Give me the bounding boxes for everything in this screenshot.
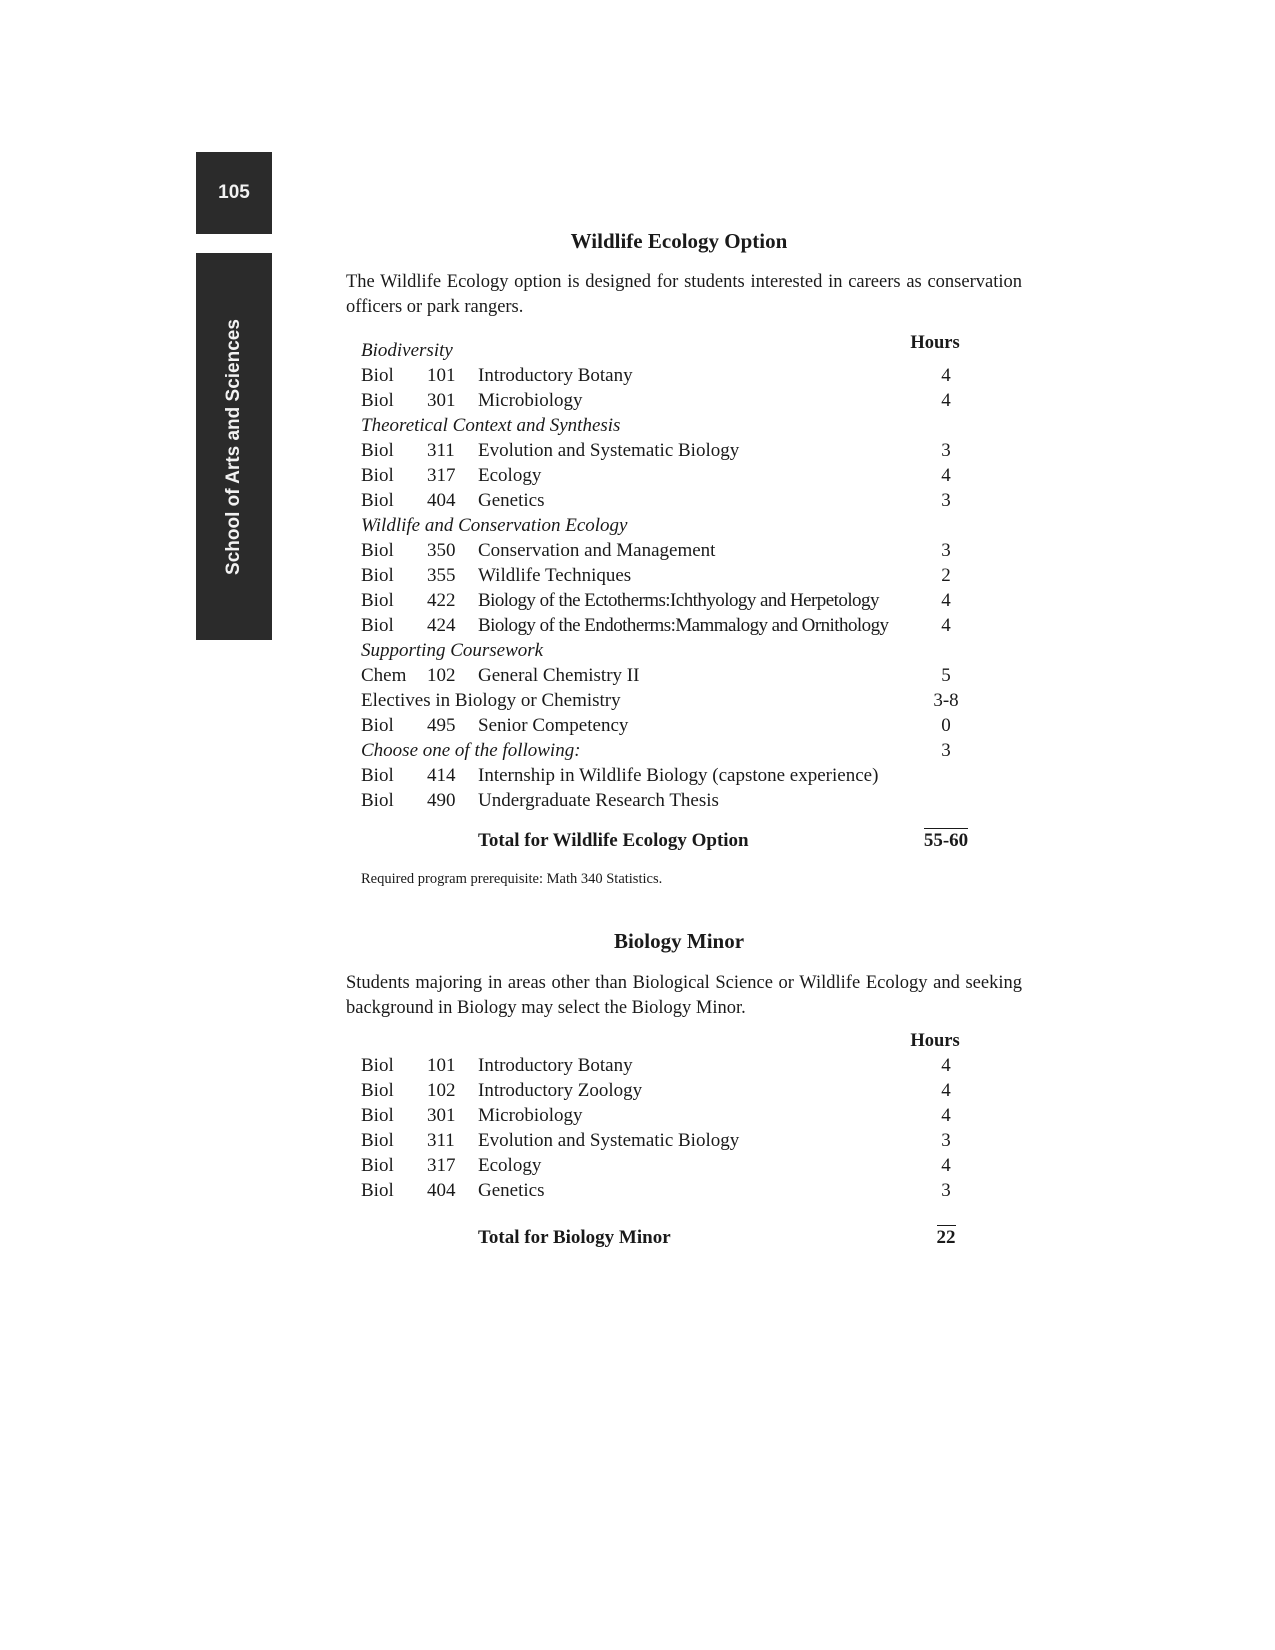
course-row [361,790,1021,815]
course-row [361,590,1021,615]
subsection-heading-row [361,340,1021,365]
course-row [361,465,1021,490]
course-hours: 3 [941,1130,951,1151]
course-number: 424 [427,615,456,636]
course-title: Genetics [478,1180,545,1201]
course-dept: Biol [361,765,394,786]
course-row [361,565,1021,590]
course-hours: 4 [941,590,951,611]
course-row [361,1105,1021,1130]
course-dept: Biol [361,1055,394,1076]
minor-intro: Students majoring in areas other than Biological Science or Wildlife Ecology and seeking background in Biology may select the Biology Minor. [346,973,1022,1018]
course-dept: Biol [361,1180,394,1201]
course-hours: 4 [941,1080,951,1101]
wildlife-total-label: Total for Wildlife Ecology Option [478,830,749,851]
course-title: Introductory Zoology [478,1080,643,1101]
subsection-heading-row [361,640,1021,665]
course-title: Senior Competency [478,715,629,736]
course-dept: Biol [361,565,394,586]
course-title: Microbiology [478,390,583,411]
minor-total-label: Total for Biology Minor [478,1227,671,1248]
course-row [361,765,1021,790]
course-row [361,1155,1021,1180]
course-title: Introductory Botany [478,365,633,386]
course-number: 301 [427,390,456,411]
course-row [361,1130,1021,1155]
course-title: Internship in Wildlife Biology (capstone experience) [478,765,879,786]
course-row [361,540,1021,565]
wildlife-intro: The Wildlife Ecology option is designed for students interested in careers as conservation officers or park rangers. [346,272,1022,317]
subsection-heading-row [361,515,1021,540]
course-dept: Biol [361,790,394,811]
course-row [361,490,1021,515]
subsection-heading-row [361,415,1021,440]
course-hours: 3 [941,440,951,461]
course-title: Biology of the Endotherms:Mammalogy and Ornithology [478,615,889,636]
course-number: 495 [427,715,456,736]
course-hours: 3-8 [933,690,959,711]
course-title: Electives in Biology or Chemistry [361,690,621,711]
minor-hours-heading: Hours [910,1031,960,1051]
course-row [361,615,1021,640]
prerequisite-note: Required program prerequisite: Math 340 Statistics. [361,871,663,887]
subsection-heading: Wildlife and Conservation Ecology [361,515,628,536]
course-row [361,1055,1021,1080]
course-dept: Biol [361,490,394,511]
course-title: Genetics [478,490,545,511]
course-dept: Biol [361,465,394,486]
course-number: 317 [427,465,456,486]
course-row [361,715,1021,740]
course-hours: 3 [941,490,951,511]
course-dept: Biol [361,615,394,636]
course-title: Ecology [478,1155,542,1176]
course-dept: Biol [361,365,394,386]
course-number: 317 [427,1155,456,1176]
course-hours: 4 [941,1055,951,1076]
course-number: 101 [427,365,456,386]
course-hours: 0 [941,715,951,736]
course-number: 301 [427,1105,456,1126]
wildlife-hours-heading: Hours [910,333,960,353]
course-hours: 5 [941,665,951,686]
course-title: Microbiology [478,1105,583,1126]
minor-total-hours: 22 [936,1227,956,1248]
course-dept: Biol [361,590,394,611]
course-number: 404 [427,490,456,511]
wildlife-total-hours: 55-60 [923,830,969,851]
course-hours: 4 [941,465,951,486]
course-row [361,690,1021,715]
course-hours: 4 [941,615,951,636]
page-number: 105 [196,152,272,234]
course-title: General Chemistry II [478,665,640,686]
course-hours: 4 [941,1105,951,1126]
course-dept: Biol [361,390,394,411]
course-dept: Biol [361,1105,394,1126]
course-number: 355 [427,565,456,586]
course-row [361,1180,1021,1205]
course-hours: 3 [941,540,951,561]
subsection-heading: Biodiversity [361,340,453,361]
course-row [361,1080,1021,1105]
subsection-heading-row [361,740,1021,765]
course-number: 414 [427,765,456,786]
course-number: 311 [427,440,455,461]
minor-title: Biology Minor [613,929,745,953]
course-row [361,390,1021,415]
course-number: 101 [427,1055,456,1076]
course-hours: 2 [941,565,951,586]
subsection-heading: Choose one of the following: [361,740,581,761]
course-title: Wildlife Techniques [478,565,632,586]
course-dept: Chem [361,665,407,686]
course-number: 102 [427,1080,456,1101]
course-number: 490 [427,790,456,811]
course-row [361,365,1021,390]
course-dept: Biol [361,1080,394,1101]
course-title: Introductory Botany [478,1055,633,1076]
course-hours: 3 [941,1180,951,1201]
course-number: 350 [427,540,456,561]
course-title: Undergraduate Research Thesis [478,790,719,811]
course-dept: Biol [361,440,394,461]
course-hours: 3 [941,740,951,761]
course-dept: Biol [361,715,394,736]
course-number: 311 [427,1130,455,1151]
course-title: Evolution and Systematic Biology [478,1130,740,1151]
course-dept: Biol [361,540,394,561]
course-title: Biology of the Ectotherms:Ichthyology and Herpetology [478,590,879,611]
course-row [361,440,1021,465]
wildlife-total-row [478,830,1021,856]
course-row [361,665,1021,690]
course-number: 422 [427,590,456,611]
subsection-heading: Supporting Coursework [361,640,544,661]
course-title: Ecology [478,465,542,486]
course-title: Evolution and Systematic Biology [478,440,740,461]
course-dept: Biol [361,1155,394,1176]
course-dept: Biol [361,1130,394,1151]
side-tab-label: School of Arts and Sciences [223,318,244,575]
side-tab [196,253,272,640]
minor-total-row [478,1227,1021,1253]
course-hours: 4 [941,365,951,386]
wildlife-title: Wildlife Ecology Option [570,229,788,253]
subsection-heading: Theoretical Context and Synthesis [361,415,621,436]
course-number: 404 [427,1180,456,1201]
course-hours: 4 [941,390,951,411]
course-hours: 4 [941,1155,951,1176]
course-title: Conservation and Management [478,540,716,561]
course-number: 102 [427,665,456,686]
